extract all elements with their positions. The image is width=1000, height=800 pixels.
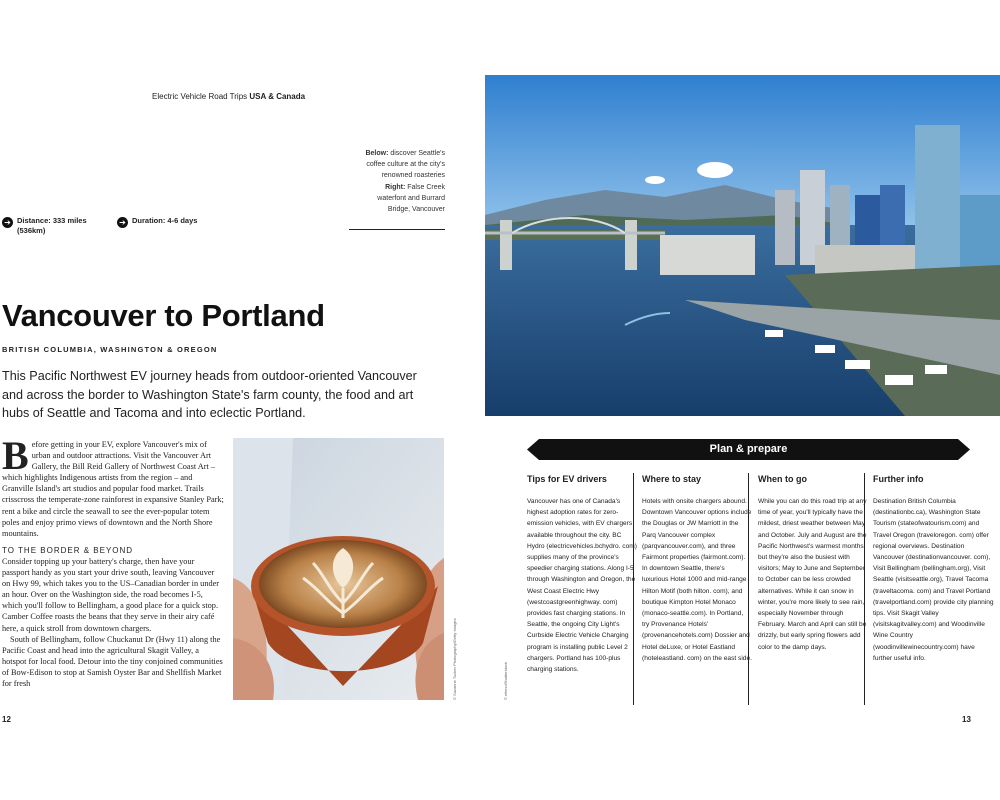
- photo-credit-vancouver: © ellenn/Shutterstock: [503, 661, 508, 700]
- page-subtitle: BRITISH COLUMBIA, WASHINGTON & OREGON: [2, 345, 218, 354]
- page-number-right: 13: [962, 715, 971, 724]
- arrow-right-circle-icon: ➔: [2, 217, 13, 228]
- page-number-left: 12: [2, 715, 11, 724]
- vancouver-photo: [485, 75, 1000, 416]
- col-text-further-info: Destination British Columbia (destinationbc.ca), Washington State Tourism (stateofwatourism.com) and Travel Oregon (traveloregon. com) offer regional overviews. Destination Vancouver (destinationvancouver. com), Visit Bellingham (bellingham.org), Visit Seattle (visitseattle.org), Travel Tacoma (traveltacoma. com) and Travel Portland (travelportland.com) provide city planning tips. Visit Skagit Valley (visitskagitvalley.com) and Woodinville Wine Country (woodinvillewinecountry.com) have further useful info.: [873, 498, 994, 662]
- col-heading-when-to-go: When to go: [758, 474, 807, 484]
- body-paragraph-1: efore getting in your EV, explore Vancouver's mix of urban and outdoor attractions. Visit the Vancouver Art Gallery, the Bill Reid Gallery of Northwest Coast Art – which highlights Indigenous artists from the region – and Granville Island's art studios and popular food market. Trails crisscross the temperate-zone rainforest in expansive Stanley Park; rent a bike and circle the seawall to see the ever-popular totem poles and enjoy primo views of downtown and the North Shore mountains.: [2, 440, 224, 538]
- col-heading-ev-tips: Tips for EV drivers: [527, 474, 607, 484]
- plan-banner-label: Plan & prepare: [709, 443, 788, 455]
- col-heading-further-info: Further info: [873, 474, 924, 484]
- col-text-where-to-stay: Hotels with onsite chargers abound. Downtown Vancouver options include the Douglas or JW Marriott in the Parq Vancouver complex (parqvancouver.com), and three Fairmont properties (fairmont.com). In downtown Seattle, there's luxurious Hotel 1000 and mid-range Hilton Motif (both hilton. com), and boutique Kimpton Hotel Monaco (monaco-seattle.com). In Portland, try Provenance Hotels' (provenancehotels.com) Dossier and Hotel deLuxe, or Hotel Eastland (hoteleastland. com) on the east side.: [642, 498, 752, 662]
- page-title: Vancouver to Portland: [2, 298, 325, 333]
- section-subhead: TO THE BORDER & BEYOND: [2, 545, 134, 555]
- body-paragraph-3: South of Bellingham, follow Chuckanut Dr (Hwy 11) along the Pacific Coast and head into the agricultural Skagit Valley, a hotspot for local food. Detour into the tiny conjoined communities of Bow-Edison to stop at Samish Oyster Bar and Shellfish Market for fresh: [2, 634, 223, 688]
- intro-paragraph: This Pacific Northwest EV journey heads from outdoor-oriented Vancouver and across the border to Washington State's farm county, the food and art hubs of Seattle and Tacoma and into eclectic Portland.: [2, 369, 417, 420]
- drop-cap: B: [2, 433, 29, 478]
- photo-caption: Below: discover Seattle's coffee culture at the city's renowned roasteries Right: False Creek waterfont and Burrard Bridge, Vancouver: [365, 150, 445, 214]
- arrow-right-circle-icon: ➔: [117, 217, 128, 228]
- body-paragraph-2: Consider topping up your battery's charge, then have your passport handy as you start your drive south, leaving Vancouver on Hwy 99, which takes you to the US–Canadian border in under an hour. Over on the Washington side, the road becomes I-5, which you'll follow to Bellingham, a good place for a quick stop. Camber Coffee roasts the beans that they serve in their airy café here, a quick stroll from downtown chargers.: [2, 556, 220, 633]
- distance-stat: Distance: 333 miles (536km): [17, 216, 87, 235]
- col-text-when-to-go: While you can do this road trip at any time of year, you'll typically have the mildest, driest weather between May and October. July and August are the Pacific Northwest's warmest months, but they're also the busiest with visitors; May to June and September to October can be less crowded alternatives. While it can snow in winter, you're more likely to see rain, especially November through February. March and April can still be drizzly, but early spring flowers add color to the damp days.: [758, 498, 867, 651]
- duration-stat: Duration: 4-6 days: [132, 216, 198, 225]
- col-heading-where-to-stay: Where to stay: [642, 474, 702, 484]
- photo-credit-coffee: © Suzanne Tucker Photography/Getty Images: [452, 618, 457, 700]
- body-text: [2, 433, 224, 689]
- col-text-ev-tips: Vancouver has one of Canada's highest adoption rates for zero-emission vehicles, with EV chargers available throughout the city. BC Hydro (electricvehicles.bchydro. com) supplies many of the province's speedier charging stations. Along I-5 through Washington and Oregon, the West Coast Electric Hwy (westcoastgreenhighway. com) provides fast charging stations. In Seattle, the ongoing City Light's Curbside Electric Vehicle Charging program is installing public Level 2 chargers. Portland has 100-plus charging stations.: [527, 498, 637, 674]
- running-head: Electric Vehicle Road Trips USA & Canada: [152, 92, 306, 101]
- coffee-photo: [233, 438, 444, 700]
- caption-rule: [349, 229, 445, 230]
